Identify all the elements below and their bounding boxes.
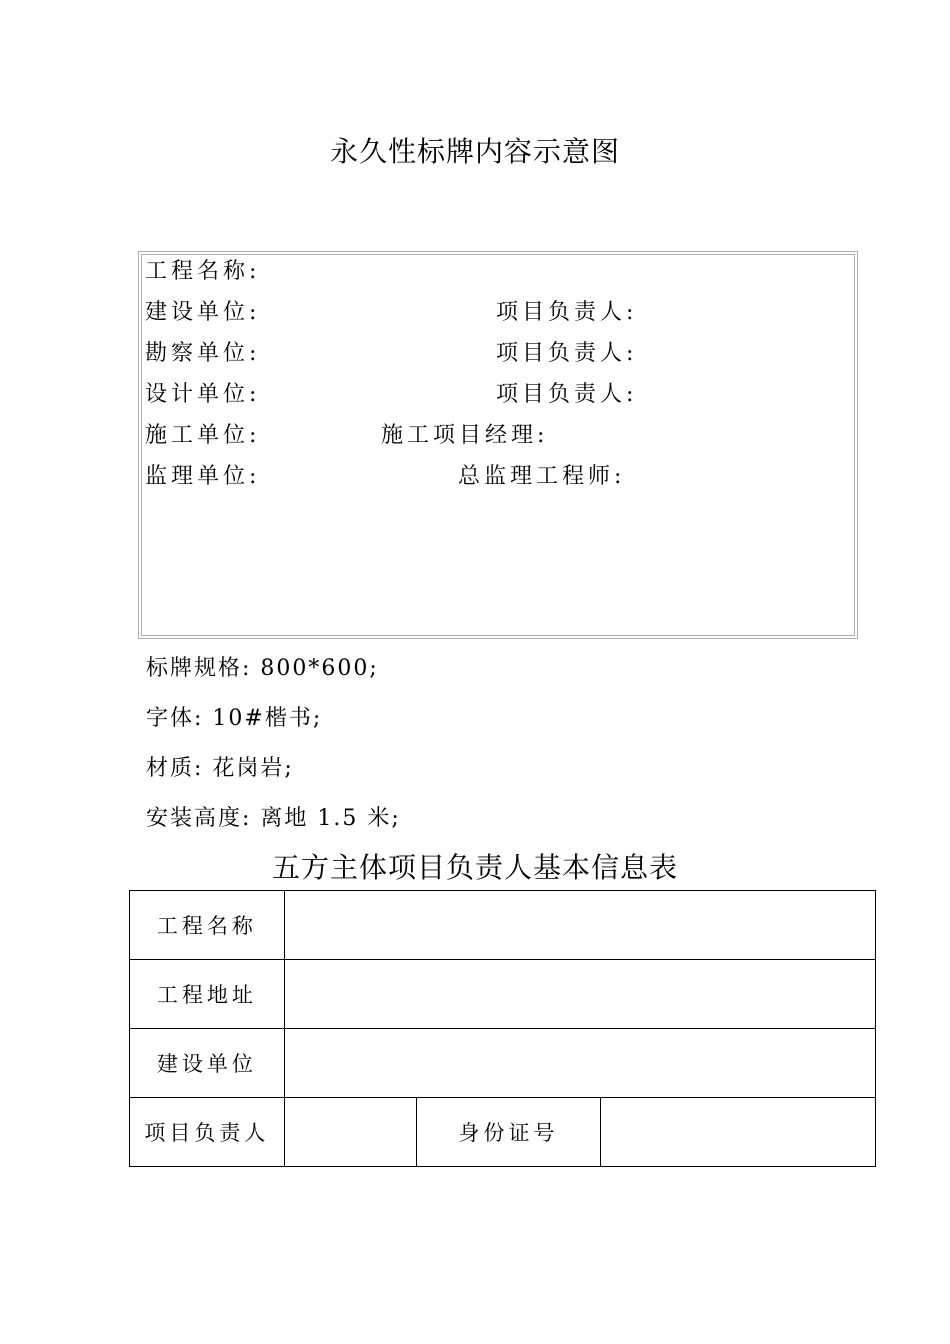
spec-font: 字体: 10#楷书; — [146, 706, 323, 731]
construction-unit-label: 建设单位: — [145, 300, 261, 325]
id-number-value-cell[interactable] — [601, 1098, 876, 1167]
table-row — [130, 1029, 876, 1098]
project-name-cell: 工程名称 — [130, 891, 285, 960]
table-row — [130, 1098, 876, 1167]
table-title: 五方主体项目负责人基本信息表 — [271, 851, 678, 884]
construction-unit-value-cell[interactable] — [284, 1029, 875, 1098]
survey-unit-lead-label: 项目负责人: — [496, 341, 638, 366]
table-row — [130, 960, 876, 1029]
project-name-label: 工程名称: — [145, 259, 261, 284]
project-address-cell: 工程地址 — [130, 960, 285, 1029]
builder-manager-label: 施工项目经理: — [381, 423, 549, 448]
page-title: 永久性标牌内容示意图 — [329, 135, 620, 168]
id-number-cell: 身份证号 — [416, 1098, 601, 1167]
construction-unit-lead-label: 项目负责人: — [496, 300, 638, 325]
design-unit-label: 设计单位: — [145, 382, 261, 407]
builder-unit-label: 施工单位: — [145, 423, 261, 448]
project-name-value-cell[interactable] — [284, 891, 875, 960]
info-table — [129, 890, 876, 1167]
table-row — [130, 891, 876, 960]
spec-install-height: 安装高度: 离地 1.5 米; — [146, 806, 401, 831]
signboard-diagram — [141, 254, 855, 636]
supervision-unit-label: 监理单位: — [145, 464, 261, 489]
project-lead-cell: 项目负责人 — [130, 1098, 285, 1167]
survey-unit-label: 勘察单位: — [145, 341, 261, 366]
project-lead-value-cell[interactable] — [284, 1098, 416, 1167]
construction-unit-cell: 建设单位 — [130, 1029, 285, 1098]
design-unit-lead-label: 项目负责人: — [496, 382, 638, 407]
spec-size: 标牌规格: 800*600; — [146, 656, 379, 681]
project-address-value-cell[interactable] — [284, 960, 875, 1029]
chief-supervisor-label: 总监理工程师: — [458, 464, 626, 489]
spec-material: 材质: 花岗岩; — [146, 756, 294, 781]
